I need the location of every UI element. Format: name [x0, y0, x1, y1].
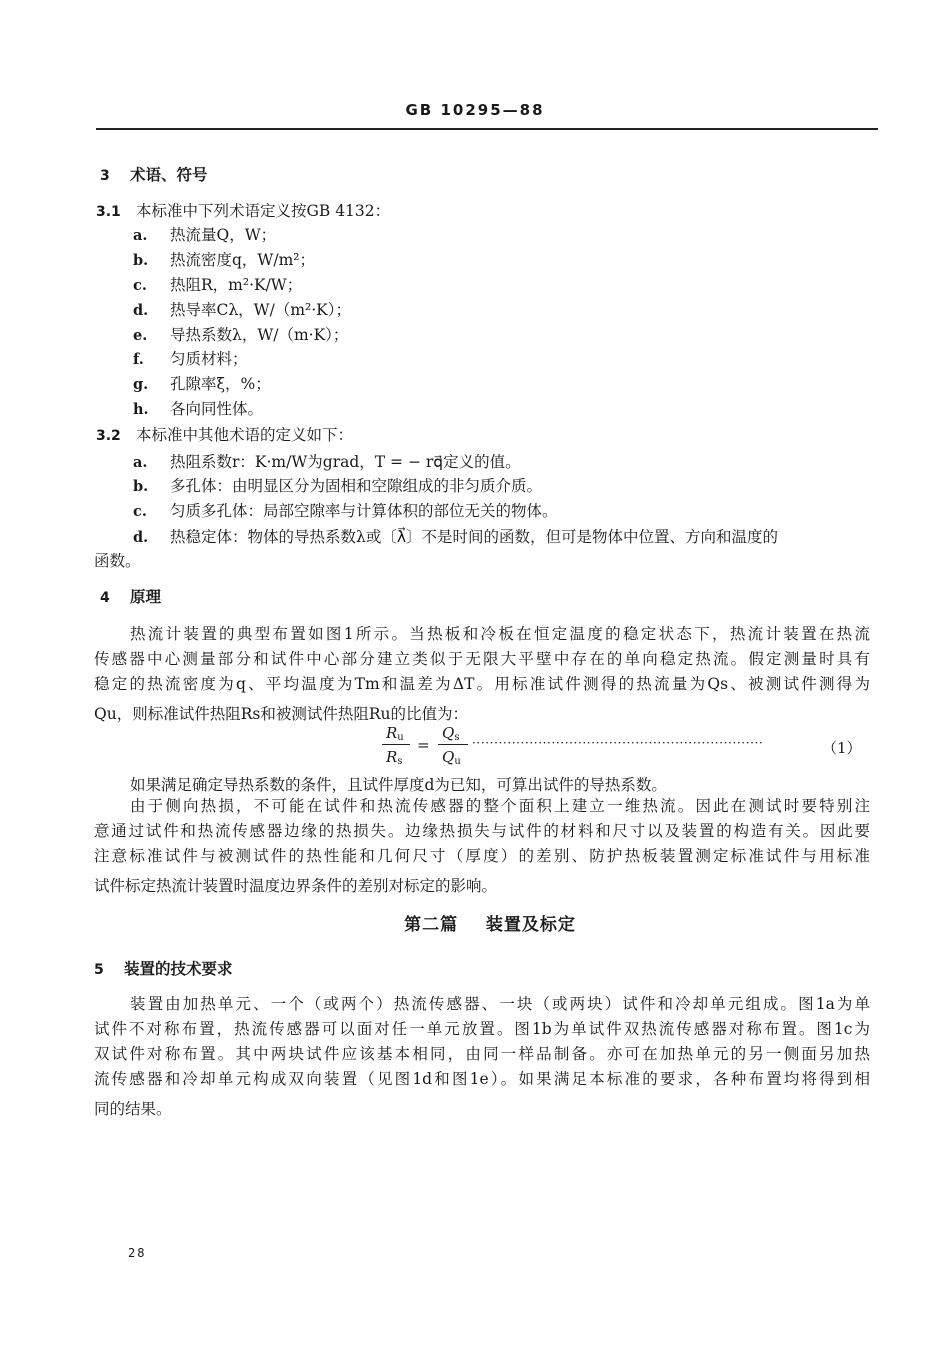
formula-equals: = [417, 736, 430, 754]
term-item-text: 导热系数λ，W/（m·K）； [170, 326, 349, 344]
term-item [133, 323, 348, 345]
formula-symbol: Q [442, 748, 455, 766]
section-4-title: 原理 [130, 588, 162, 606]
formula-rhs-numerator [442, 724, 459, 743]
section-4-heading [100, 585, 161, 607]
formula-leader-dots: ·································································· [472, 736, 764, 750]
term-item-label: b. [133, 252, 149, 269]
formula-lhs-fraction-bar [382, 744, 410, 745]
principle-paragraph-line: Qu，则标准试件热阻Rs和被测试件热阻Ru的比值为： [94, 705, 468, 723]
term-item [133, 273, 302, 295]
section-3-heading [100, 163, 208, 185]
term-item-text: 匀质材料； [170, 350, 248, 368]
clause-3-1 [96, 199, 390, 221]
term-item [133, 248, 315, 270]
term-item-text: 热阻R，m²·K/W； [170, 276, 303, 294]
clause-3-2-intro: 本标准中其他术语的定义如下： [136, 426, 354, 444]
term-item-label: d. [133, 302, 149, 319]
formula-rhs-fraction-bar [438, 744, 468, 745]
definition-item-text: 热阻系数r：K·m/W为grad，T = − rq⃗定义的值。 [170, 453, 521, 471]
principle-note: 如果满足确定导热系数的条件，且试件厚度d为已知，可算出试件的导热系数。 [130, 776, 667, 794]
term-item [133, 372, 271, 394]
term-item-text: 孔隙率ξ，%； [170, 375, 271, 393]
section-4-number: 4 [100, 590, 110, 606]
clause-3-1-intro: 本标准中下列术语定义按GB 4132： [136, 202, 391, 220]
formula-number: （1） [822, 739, 862, 757]
term-item-label: e. [133, 327, 148, 344]
formula-lhs-numerator [386, 724, 404, 743]
heat-loss-paragraph-line: 注意标准试件与被测试件的热性能和几何尺寸（厚度）的差别、防护热板装置测定标准试件与用标准 [94, 847, 870, 865]
term-item [133, 223, 276, 245]
definition-item-text: 多孔体：由明显区分为固相和空隙组成的非匀质介质。 [170, 477, 543, 495]
term-item-label: c. [133, 277, 147, 294]
apparatus-paragraph-line: 试件不对称布置，热流传感器可以面对任一单元放置。图1b为单试件双热流传感器对称布置。图1c为 [94, 1020, 870, 1038]
definition-item [133, 499, 558, 521]
definition-item-text: 热稳定体：物体的导热系数λ或〔λ⃗〕不是时间的函数，但可是物体中位置、方向和温度的 [170, 528, 778, 546]
term-item-label: h. [133, 401, 149, 418]
formula-symbol: R [386, 748, 398, 766]
section-5-heading [94, 957, 233, 979]
heat-loss-paragraph-line: 意通过试件和热流传感器边缘的热损失。边缘热损失与试件的材料和尺寸以及装置的构造有关。因此要 [94, 822, 870, 840]
term-item [133, 298, 351, 320]
term-item-text: 各向同性体。 [170, 400, 264, 418]
apparatus-paragraph-line: 同的结果。 [94, 1100, 172, 1118]
part-2-title: 第二篇 装置及标定 [404, 915, 576, 935]
apparatus-paragraph-line: 双试件对称布置。其中两块试件应该基本相同，由同一样品制备。亦可在加热单元的另一侧面另加热 [94, 1045, 870, 1063]
section-3-number: 3 [100, 168, 110, 184]
page-number: 28 [128, 1246, 147, 1260]
term-item [133, 347, 248, 369]
formula-lhs-denominator [386, 748, 402, 767]
heat-loss-paragraph-line: 试件标定热流计装置时温度边界条件的差别对标定的影响。 [94, 877, 498, 895]
definition-item [133, 450, 521, 472]
formula-subscript: s [454, 732, 460, 743]
formula-symbol: R [386, 724, 398, 742]
definition-continuation: 函数。 [94, 552, 141, 570]
clause-3-2 [96, 423, 353, 445]
definition-item [133, 525, 778, 547]
definition-item [133, 474, 542, 496]
formula-symbol: Q [442, 724, 455, 742]
heat-loss-paragraph-line: 由于侧向热损，不可能在试件和热流传感器的整个面积上建立一维热流。因此在测试时要特别注 [130, 797, 870, 815]
section-5-title: 装置的技术要求 [124, 960, 233, 978]
definition-item-label: c. [133, 503, 147, 520]
definition-item-label: b. [133, 478, 149, 495]
section-3-title: 术语、符号 [130, 166, 208, 184]
term-item-label: a. [133, 227, 148, 244]
definition-item-text: 匀质多孔体：局部空隙率与计算体积的部位无关的物体。 [170, 502, 558, 520]
apparatus-paragraph-line: 装置由加热单元、一个（或两个）热流传感器、一块（或两块）试件和冷却单元组成。图1a为单 [130, 995, 870, 1013]
formula-subscript: u [397, 732, 404, 743]
principle-paragraph-line: 传感器中心测量部分和试件中心部分建立类似于无限大平壁中存在的单向稳定热流。假定测量时具有 [94, 650, 870, 668]
section-5-number: 5 [94, 962, 104, 978]
principle-paragraph-line: 热流计装置的典型布置如图1所示。当热板和冷板在恒定温度的稳定状态下，热流计装置在热流 [130, 625, 870, 643]
header-rule [96, 128, 878, 130]
standard-code-header: GB 10295—88 [405, 101, 545, 119]
clause-3-2-number: 3.2 [96, 428, 121, 444]
term-item-text: 热流量Q，W； [170, 226, 277, 244]
term-item-label: g. [133, 376, 149, 393]
definition-item-label: a. [133, 454, 148, 471]
formula-subscript: u [454, 756, 461, 767]
clause-3-1-number: 3.1 [96, 204, 121, 220]
principle-paragraph-line: 稳定的热流密度为q、平均温度为Tm和温差为ΔT。用标准试件测得的热流量为Qs、被测试件测得为 [94, 675, 870, 693]
formula-subscript: s [397, 756, 403, 767]
definition-item-label: d. [133, 529, 149, 546]
apparatus-paragraph-line: 流传感器和冷却单元构成双向装置（见图1d和图1e）。如果满足本标准的要求，各种布置均将得到相 [94, 1070, 870, 1088]
term-item-label: f. [133, 351, 144, 368]
term-item [133, 397, 263, 419]
term-item-text: 热导率Cλ，W/（m²·K）； [170, 301, 352, 319]
formula-rhs-denominator [442, 748, 461, 767]
term-item-text: 热流密度q，W/m²； [170, 251, 315, 269]
